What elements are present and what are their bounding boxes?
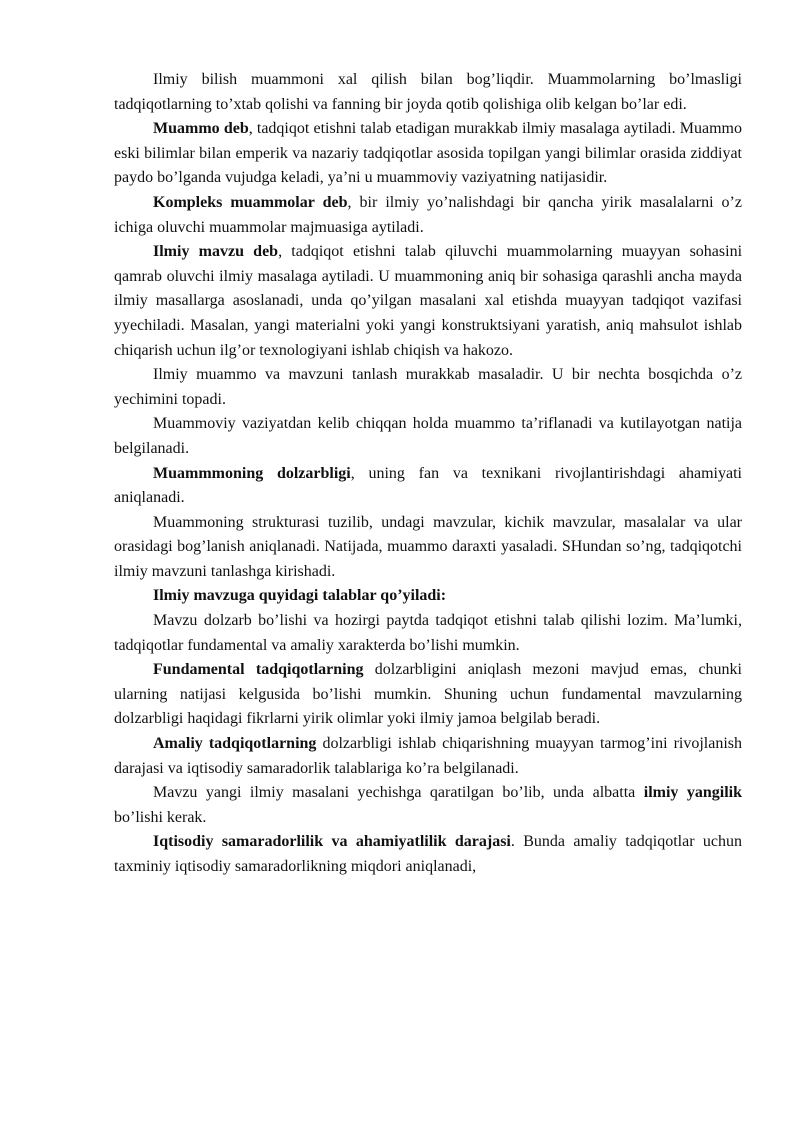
paragraph: Iqtisodiy samaradorlilik va ahamiyatlilik darajasi. Bunda amaliy tadqiqotlar uchun taxminiy iqtisodiy samaradorlikning miqdori aniqlanadi, xyxy=(114,833,742,875)
document-page xyxy=(114,68,742,880)
paragraph: Muammmoning dolzarbligi, uning fan va texnikani rivojlantirishdagi ahamiyati aniqlanadi. xyxy=(114,464,742,507)
paragraph: Ilmiy bilish muammoni xal qilish bilan bog’liqdir. Muammolarning bo’lmasligi tadqiqotlarning to’xtab qolishi va fanning bir joyda qotib qolishiga olib kelgan bo’lar edi. xyxy=(114,71,742,113)
paragraph: Mavzu yangi ilmiy masalani yechishga qaratilgan bo’lib, unda albatta ilmiy yangilik bo’lishi kerak. xyxy=(114,784,743,826)
section-heading: Ilmiy mavzuga quyidagi talablar qo’yiladi: xyxy=(153,587,447,605)
paragraph: Ilmiy mavzu deb, tadqiqot etishni talab qiluvchi muammolarning muayyan sohasini qamrab oluvchi ilmiy masalaga aytiladi. U muammoning aniq bir sohasiga qarashli ancha mayda ilmiy masallarga asoslanadi, unda qo’yilgan masalani xal etishda muayyan tadqiqot vazifasi yyechiladi. Masalan, yangi materialni yoki yangi konstruktsiyani yaratish, aniq mahsulot ishlab chiqarish uchun ilg’or texnologiyani ishlab chiqish va hakozo. xyxy=(114,243,743,359)
paragraph: Mavzu dolzarb bo’lishi va hozirgi paytda tadqiqot etishni talab qilishi lozim. Ma’lumki, tadqiqotlar fundamental va amaliy xarakterda bo’lishi mumkin. xyxy=(114,612,742,654)
paragraph: Muammo deb, tadqiqot etishni talab etadigan murakkab ilmiy masalaga aytiladi. Muammo eski bilimlar bilan emperik va nazariy tadqiqotlar asosida topilgan yangi bilimlar orasida ziddiyat paydo bo’lganda vujudga keladi, ya’ni u muammoviy vaziyatning natijasidir. xyxy=(114,120,742,187)
paragraph: Kompleks muammolar deb, bir ilmiy yo’nalishdagi bir qancha yirik masalalarni o’z ichiga oluvchi muammolar majmuasiga aytiladi. xyxy=(114,193,742,236)
paragraph: Muammoviy vaziyatdan kelib chiqqan holda muammo ta’riflanadi va kutilayotgan natija belgilanadi. xyxy=(114,415,742,457)
paragraph: Amaliy tadqiqotlarning dolzarbligi ishlab chiqarishning muayyan tarmog’ini rivojlanish darajasi va iqtisodiy samaradorlik talablariga ko’ra belgilanadi. xyxy=(114,735,743,777)
paragraph: Fundamental tadqiqotlarning dolzarbligini aniqlash mezoni mavjud emas, chunki ularning natijasi kelgusida bo’lishi mumkin. Shuning uchun fundamental mavzularning dolzarbligi haqidagi fikrlarni yirik olimlar yoki ilmiy jamoa belgilab beradi. xyxy=(114,661,742,728)
paragraph: Muammoning strukturasi tuzilib, undagi mavzular, kichik mavzular, masalalar va ular orasidagi bog’lanish aniqlanadi. Natijada, muammo daraxti yasaladi. SHundan so’ng, tadqiqotchi ilmiy mavzuni tanlashga kirishadi. xyxy=(114,513,742,580)
paragraph: Ilmiy muammo va mavzuni tanlash murakkab masaladir. U bir nechta bosqichda o’z yechimini topadi. xyxy=(114,366,742,408)
